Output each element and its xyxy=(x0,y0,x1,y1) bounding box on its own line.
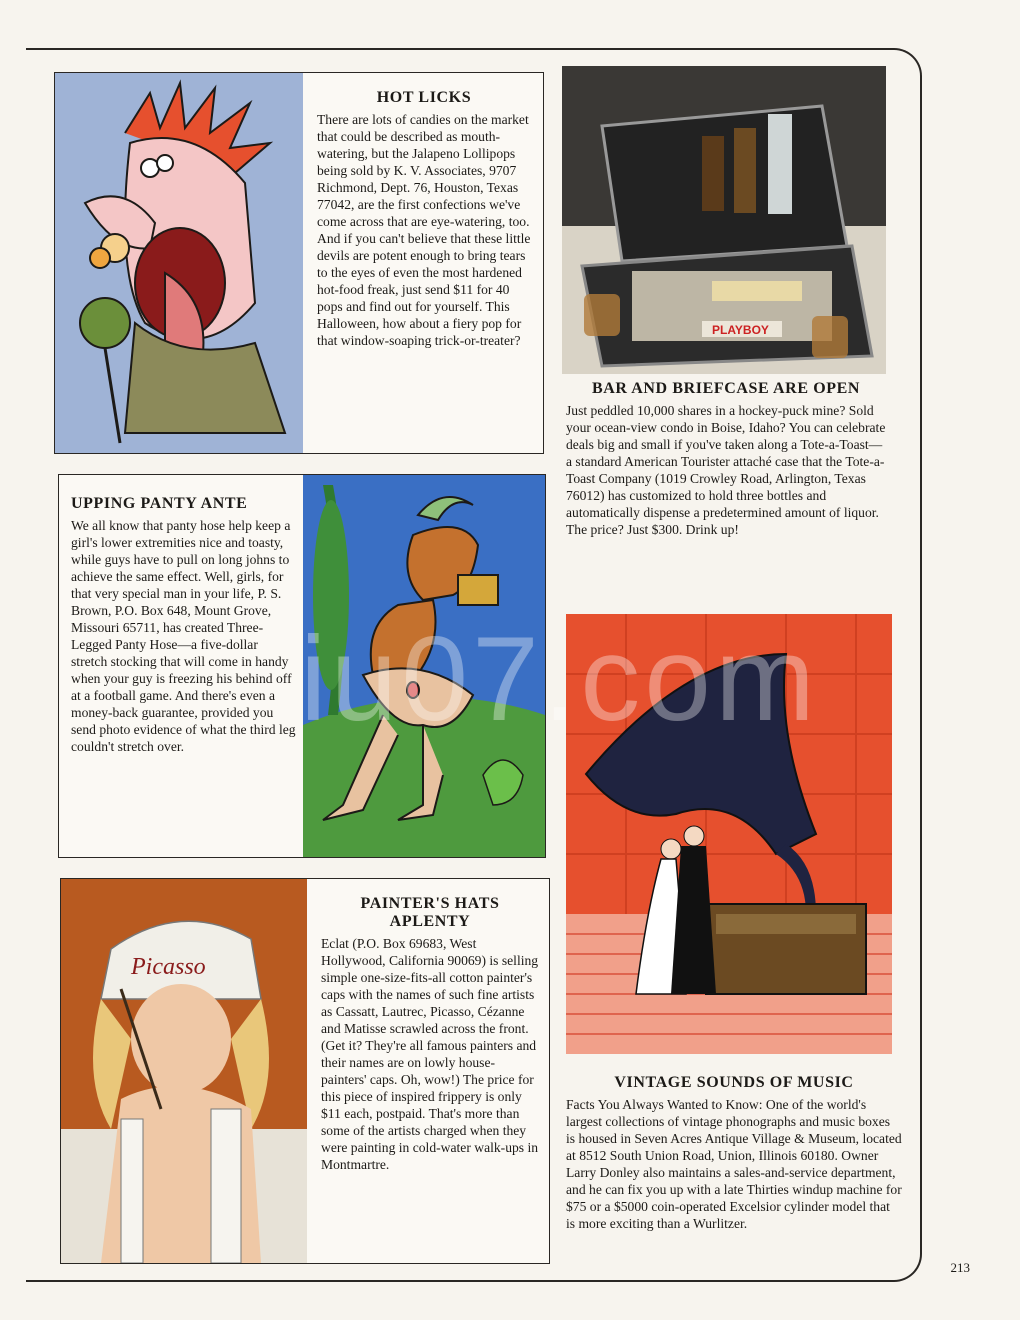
panty-ante-title: UPPING PANTY ANTE xyxy=(71,495,248,512)
vintage-sounds-title: VINTAGE SOUNDS OF MUSIC xyxy=(614,1074,854,1091)
briefcase-title: BAR AND BRIEFCASE ARE OPEN xyxy=(591,380,861,397)
painters-hats-title: PAINTER'S HATS APLENTY xyxy=(360,895,500,930)
page-number: 213 xyxy=(950,1260,970,1275)
briefcase-body: Just peddled 10,000 shares in a hockey-puck mine? Sold your ocean-view condo in Boise, Idaho? You can celebrate deals big and small if you've taken along a Tote-a-Toast—a standard American Tourister attaché case that the Tote-a-Toast Company (1019 Crowley Road, Arlington, Texas 76012) has customized to hold three bottles and automatically dispense a predetermined amount of liquor. The price? Just $300. Drink up! xyxy=(566,403,886,537)
painters-hats-panel xyxy=(60,878,550,1264)
hot-licks-body: There are lots of candies on the market that could be described as mouth-watering, but the Jalapeno Lollipops being sold by K. V. Associates, 9707 Richmond, Dept. 76, Houston, Texas 77042, are the first confections we've come across that are eye-watering, too. And if you can't believe that these little devils are potent enough to bring tears to the eyes of even the most hardened hot-food freak, just send $11 for 40 pops and find out for yourself. This Halloween, how about a fiery pop for that window-soaping trick-or-treater? xyxy=(317,112,531,348)
phonograph-illustration xyxy=(566,614,892,1054)
panty-ante-panel xyxy=(58,474,546,858)
panty-ante-body: We all know that panty hose help keep a girl's lower extremities nice and toasty, while guys have to pull on long johns to achieve the same effect. Well, girls, for that very special man in your life, P. S. Brown, P.O. Box 648, Mount Grove, Missouri 65711, has created Three-Legged Panty Hose—a five-dollar stretch stocking that will come in handy when your guy is freezing his behind off at a football game. And there's even a money-back guarantee, provided you send photo evidence of what the third leg couldn't stretch over. xyxy=(71,518,296,754)
jalapeno-lollipop-illustration xyxy=(55,73,303,453)
cap-text: Picasso xyxy=(131,954,206,980)
hot-licks-panel xyxy=(54,72,544,454)
playboy-label: PLAYBOY xyxy=(712,323,769,337)
watermark: iu07.com xyxy=(300,612,819,746)
vintage-sounds-body: Facts You Always Wanted to Know: One of the world's largest collections of vintage phonographs and music boxes is housed in Seven Acres Antique Village & Museum, located at 8512 South Union Road, Union, Illinois 60180. Owner Larry Donley also maintains a sales-and-service department, and he can fix you up with a late Thirties windup machine for $75 or a $5000 coin-operated Excelsior cylinder model that is more exciting than a Wurlitzer. xyxy=(566,1097,902,1231)
three-legged-satyr-illustration xyxy=(303,475,545,857)
painters-hats-body: Eclat (P.O. Box 69683, West Hollywood, California 90069) is selling simple one-size-fits-all cotton painter's caps with the names of such fine artists as Cassatt, Lautrec, Picasso, Cézanne and Matisse scrawled across the front. (Get it? They're all famous painters and their names are on lowly house-painters' caps. Oh, wow!) The price for this piece of inspired frippery is only $11 each, postpaid. That's more than some of the artists charged when they were painting in cold-water walk-ups in Montmartre. xyxy=(321,936,539,1172)
briefcase-bar-photo xyxy=(562,66,886,374)
painter-cap-photo xyxy=(61,879,307,1263)
hot-licks-title: HOT LICKS xyxy=(376,89,472,106)
